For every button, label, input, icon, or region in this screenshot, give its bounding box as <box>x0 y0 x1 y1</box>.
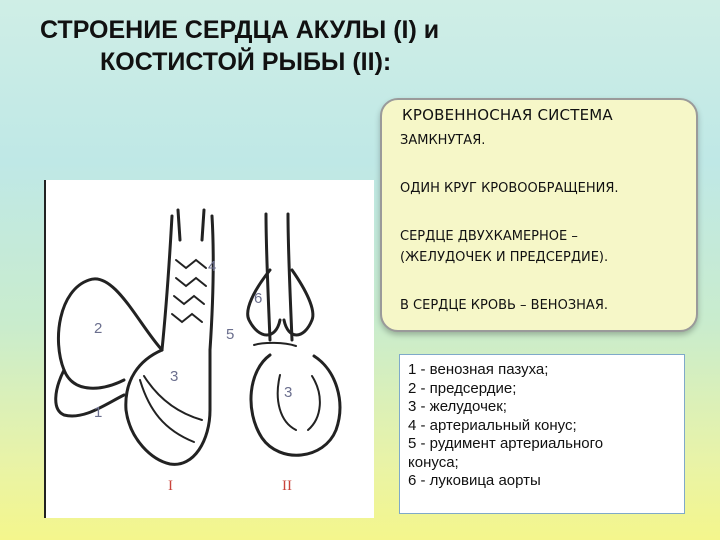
legend-item: 6 - луковица аорты <box>408 472 541 489</box>
legend-item: 4 - артериальный конус; <box>408 416 577 434</box>
roman-label-shark: I <box>168 478 173 494</box>
slide-title <box>0 14 520 78</box>
panel-line-venous-blood: В СЕРДЦЕ КРОВЬ – ВЕНОЗНАЯ. <box>400 298 608 313</box>
panel-title: КРОВЕННОСНАЯ СИСТЕМА <box>402 106 613 124</box>
label-1-sinus: 1 <box>94 404 103 421</box>
label-4-conus: 4 <box>208 258 217 275</box>
panel-line-closed: ЗАМКНУТАЯ. <box>400 133 486 148</box>
title-line-2: КОСТИСТОЙ РЫБЫ (II): <box>100 48 392 76</box>
legend-item: 1 - венозная пазуха; <box>408 361 549 378</box>
circulatory-system-panel <box>380 98 698 332</box>
legend-item: конуса; <box>408 453 459 471</box>
roman-label-fish: II <box>282 478 292 494</box>
label-3-ventricle-fish: 3 <box>284 384 293 401</box>
legend-box <box>399 354 685 514</box>
label-3-ventricle-shark: 3 <box>170 368 179 385</box>
panel-line-one-circle: ОДИН КРУГ КРОВООБРАЩЕНИЯ. <box>400 181 619 196</box>
legend-item: 2 - предсердие; <box>408 379 517 397</box>
legend-item: 3 - желудочек; <box>408 398 507 415</box>
title-line-1: СТРОЕНИЕ СЕРДЦА АКУЛЫ (I) и <box>40 16 440 44</box>
panel-line-two-chamber: СЕРДЦЕ ДВУХКАМЕРНОЕ – <box>400 229 578 244</box>
label-6-bulbus: 6 <box>254 290 263 307</box>
heart-drawing <box>44 180 374 518</box>
label-5-rudiment: 5 <box>226 326 235 343</box>
legend-item: 5 - рудимент артериального <box>408 435 604 452</box>
panel-line-chambers: (ЖЕЛУДОЧЕК И ПРЕДСЕРДИЕ). <box>400 250 609 265</box>
label-2-atrium: 2 <box>94 320 103 337</box>
heart-diagram <box>44 180 374 518</box>
